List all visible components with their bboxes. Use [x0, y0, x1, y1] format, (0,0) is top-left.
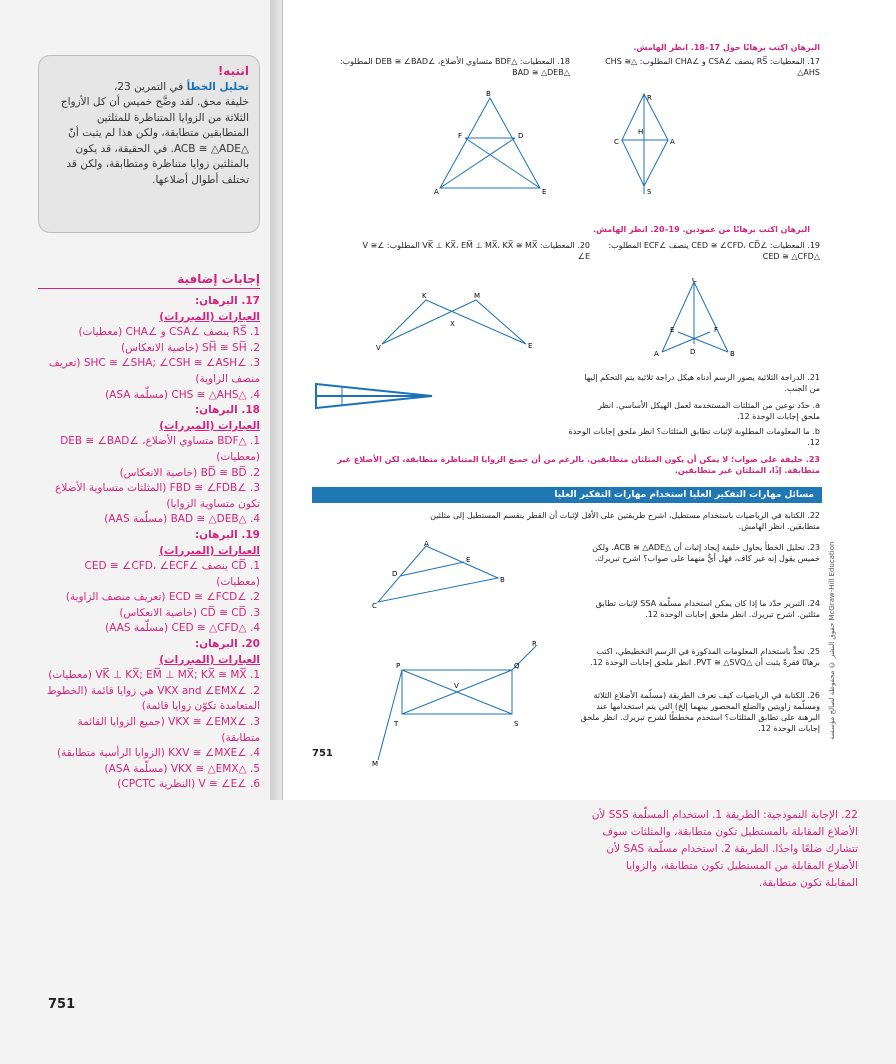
exercise-23-answer: 23. خليفة على صواب؛ لا يمكن أن يكون المثلثان متطابقين. بالرغم من أن جميع الزوايا المتناظرة متطابقة، لكن الأضلاع غير متطابقة. إذًا، المثلثان غير متطابقين.	[337, 455, 820, 475]
answer-line: 4. ∠KXV ≅ ∠MXE (الزوايا الرأسية متطابقة)	[57, 747, 260, 760]
svg-text:Q: Q	[514, 662, 520, 670]
svg-text:M: M	[372, 760, 379, 768]
answer-line: 5. △VKX ≅ △EMX (مسلّمة ASA)	[104, 762, 260, 775]
figure-20	[376, 290, 536, 352]
svg-text:A: A	[670, 138, 675, 146]
svg-text:F: F	[458, 132, 463, 140]
svg-text:D: D	[392, 570, 398, 578]
page-number-right: 751	[312, 748, 333, 759]
svg-text:M: M	[474, 292, 481, 300]
answer-line: 1. RS̅ ينصف ∠CSA و ∠CHA (معطيات)	[78, 326, 260, 339]
svg-text:E: E	[542, 188, 547, 196]
answer-head: 18. البرهان:	[194, 404, 260, 417]
copyright-caption: حقوق النشر © محفوظة لصالح مؤسسة McGraw-Hill Education	[828, 541, 836, 740]
answer-sub: العبارات (المبررات)	[159, 310, 260, 323]
exercise-22: 22. الكتابة في الرياضيات باستخدام مستطيل، اشرح طريقتين على الأقل لإثبات أن القطر ينقسم المستطيل إلى مثلثين متطابقين. انظر الهامش.	[430, 511, 820, 531]
answer-line: 2. SH̅ ≅ SH̅ (خاصية الانعكاس)	[121, 341, 260, 354]
margin-sidebar	[0, 0, 270, 1064]
exercise-21a: a. حدّد نوعين من المثلثات المستخدمة لعمل الهيكل الأساسي. انظر ملحق إجابات الوحدة 12.	[597, 401, 820, 421]
answer-line: 1. △BDF متساوي الأضلاع، ∠DEB ≅ ∠BAD (معطيات)	[60, 435, 260, 463]
svg-text:P: P	[396, 662, 401, 670]
svg-text:F: F	[714, 326, 719, 334]
figure-18	[420, 88, 560, 196]
exercise-23: 23. تحليل الخطأ يحاول خليفة إيجاد إثبات أن △ACB ≅ △ADE، ولكن خميس يقول إنه غير كاف، فهل أيٌّ منهما على صواب؟ اشرح تبريرك.	[592, 543, 820, 563]
answer-17	[38, 294, 260, 403]
answer-line: 2. ∠VKX and ∠EMX هي زوايا قائمة (الخطوط المتعامدة تكوّن زوايا قائمة)	[46, 684, 260, 713]
answer-line: 1. CD̅ ينصف ∠CED ≅ ∠CFD، ∠ECF (معطيات)	[84, 560, 260, 588]
exercise-18: 18. المعطيات: △BDF متساوي الأضلاع، ∠DEB ≅ ∠BAD المطلوب: △BAD ≅ △DEB	[339, 57, 570, 77]
answer-sub: العبارات (المبررات)	[159, 653, 260, 666]
svg-text:C: C	[692, 278, 697, 284]
answer-head: 20. البرهان:	[194, 638, 260, 651]
exercise-26: 26. الكتابة في الرياضيات كيف تعرف الطريقة (مسلّمة الأضلاع الثلاثة ومسلّمة زاويتين والضلع المحصور بينهما إلخ) التي يتم استخدامها عند البرهنة على تطابق المثلثات؟ استخدم مخططًا لشرح تبريرك. انظر ملحق إجابات الوحدة 12.	[580, 691, 820, 733]
svg-text:D: D	[518, 132, 524, 140]
proof-header-17-18: البرهان اكتب برهانًا حول 17–18. انظر الهامش.	[633, 43, 820, 52]
answer-line: 1. VK̅ ⊥ KX̅; EM̅ ⊥ MX̅; KX̅ ≅ MX̅ (معطيات)	[48, 669, 260, 682]
extra-answers-title: إجابات إضافية	[38, 272, 260, 289]
answer-sub: العبارات (المبررات)	[159, 544, 260, 557]
svg-text:H: H	[638, 128, 644, 136]
note-intro: في التمرين 23،	[113, 80, 184, 93]
svg-text:X: X	[450, 320, 455, 328]
answer-sub: العبارات (المبررات)	[159, 419, 260, 432]
tricycle-figure	[312, 372, 442, 422]
svg-text:T: T	[394, 720, 399, 728]
svg-text:B: B	[500, 576, 505, 584]
svg-text:E: E	[466, 556, 471, 564]
svg-text:R: R	[647, 94, 652, 102]
answer-line: 4. △CED ≅ △CFD (مسلّمة AAS)	[105, 622, 260, 635]
extra-answers	[38, 294, 260, 793]
svg-text:R: R	[532, 640, 537, 648]
hots-banner: مسائل مهارات التفكير العليا استخدام مهارات التفكير العليا	[312, 487, 822, 503]
exercise-21b: b. ما المعلومات المطلوبة لإثبات تطابق المثلثات؟ انظر ملحق إجابات الوحدة 12.	[568, 427, 820, 447]
note-heading: تحليل الخطأ	[186, 80, 249, 93]
svg-text:V: V	[376, 344, 381, 352]
svg-text:V: V	[454, 682, 459, 690]
note-title: انتبه!	[217, 64, 249, 78]
svg-text:B: B	[486, 90, 491, 98]
exercise-17: 17. المعطيات: RS̅ ينصف ∠CSA و ∠CHA المطلوب: △CHS ≅ △AHS	[605, 57, 820, 77]
answer-19	[38, 528, 260, 637]
answer-line: 4. △BAD ≅ △DEB (مسلّمة AAS)	[104, 513, 260, 526]
answer-line: 6. ∠V ≅ ∠E (النظرية CPCTC)	[117, 778, 260, 791]
exercise-24: 24. التبرير حدّد ما إذا كان يمكن استخدام مسلّمة SSA لإثبات تطابق مثلثين. اشرح تبريرك. انظر ملحق إجابات الوحدة 12.	[595, 599, 820, 619]
answer-line: 4. △CHS ≅ △AHS (مسلّمة ASA)	[105, 388, 260, 401]
svg-text:K: K	[422, 292, 427, 300]
svg-text:C: C	[614, 138, 619, 146]
svg-text:E: E	[670, 326, 675, 334]
exercise-19: 19. المعطيات: ∠CED ≅ ∠CFD، CD̅ ينصف ∠ECF المطلوب: △CED ≅ △CFD	[608, 241, 820, 261]
svg-text:S: S	[647, 188, 652, 196]
page-gutter-shadow	[270, 0, 282, 800]
answer-line: 2. ∠ECD ≅ ∠FCD (تعريف منصف الزاوية)	[65, 591, 260, 604]
note-body: خليفة محق. لقد وضَّح خميس أن كل الأزواج الثلاثة من الزوايا المتناظرة للمثلثين المتطابقين متطابقة، ولكن هذا لم يثبت أنّ △ACB ≅ △ADE. في الحقيقة، قد يكون بالمثلثين زوايا متناظرة ومتطابقة، ولكن قد تختلف أطوال أضلاعها.	[60, 96, 249, 186]
figure-23	[372, 540, 512, 610]
answer-line: 3. CD̅ ≅ CD̅ (خاصية الانعكاس)	[119, 606, 260, 619]
svg-text:A: A	[434, 188, 439, 196]
exercise-20: 20. المعطيات: VK̅ ⊥ KX̅، EM̅ ⊥ MX̅، KX̅ ≅ MX̅ المطلوب: ∠V ≅ ∠E	[362, 241, 590, 261]
answer-20	[38, 637, 260, 793]
answer-line: 3. ∠VKX ≅ ∠EMX (جميع الزوايا القائمة متطابقة)	[77, 716, 260, 744]
svg-text:D: D	[690, 348, 696, 356]
svg-text:B: B	[730, 350, 735, 358]
answer-head: 19. البرهان:	[194, 528, 260, 541]
figure-19	[652, 278, 742, 360]
svg-text:C: C	[372, 602, 377, 610]
answer-22-note: 22. الإجابة النموذجية: الطريقة 1. استخدام المسلّمة SSS لأن الأضلاع المقابلة بالمستطيل تكون متطابقة، والمثلثات سوف تتشارك ضلعًا واحدًا. الطريقة 2. استخدام مسلّمة SAS لأن الأضلاع المقابلة من المستطيل تكون متطابقة، والزوايا المقابلة تكون متطابقة.	[591, 809, 858, 889]
page-number-left: 751	[48, 997, 76, 1012]
answer-line: 3. ∠FBD ≅ ∠FDB (المثلثات متساوية الأضلاع تكون متساوية الزوايا)	[55, 482, 260, 510]
answer-line: 3. ∠SHC ≅ ∠SHA; ∠CSH ≅ ∠ASH (تعريف منصف الزاوية)	[48, 357, 260, 385]
proof-header-19-20: البرهان اكتب برهانًا من عمودين. 19–20. انظر الهامش.	[592, 225, 810, 234]
figure-17	[612, 90, 682, 198]
svg-text:S: S	[514, 720, 519, 728]
answer-line: 2. BD̅ ≅ BD̅ (خاصية الانعكاس)	[119, 466, 260, 479]
answer-head: 17. البرهان:	[194, 295, 260, 307]
svg-text:A: A	[424, 540, 429, 548]
figure-25	[372, 640, 542, 770]
attention-note-box	[38, 55, 260, 233]
exercise-25: 25. تحدٍّ باستخدام المعلومات المذكورة في الرسم التخطيطي، اكتب برهانًا فقرةً يثبت أن △PVT ≅ △SVQ. انظر ملحق إجابات الوحدة 12.	[590, 647, 820, 667]
exercise-21: 21. الدراجة الثلاثية يصور الرسم أدناه هيكل دراجة ثلاثية يتم التحكم إليها من الجنب.	[584, 373, 820, 393]
svg-text:A: A	[654, 350, 659, 358]
svg-text:E: E	[528, 342, 533, 350]
answer-18	[38, 403, 260, 528]
